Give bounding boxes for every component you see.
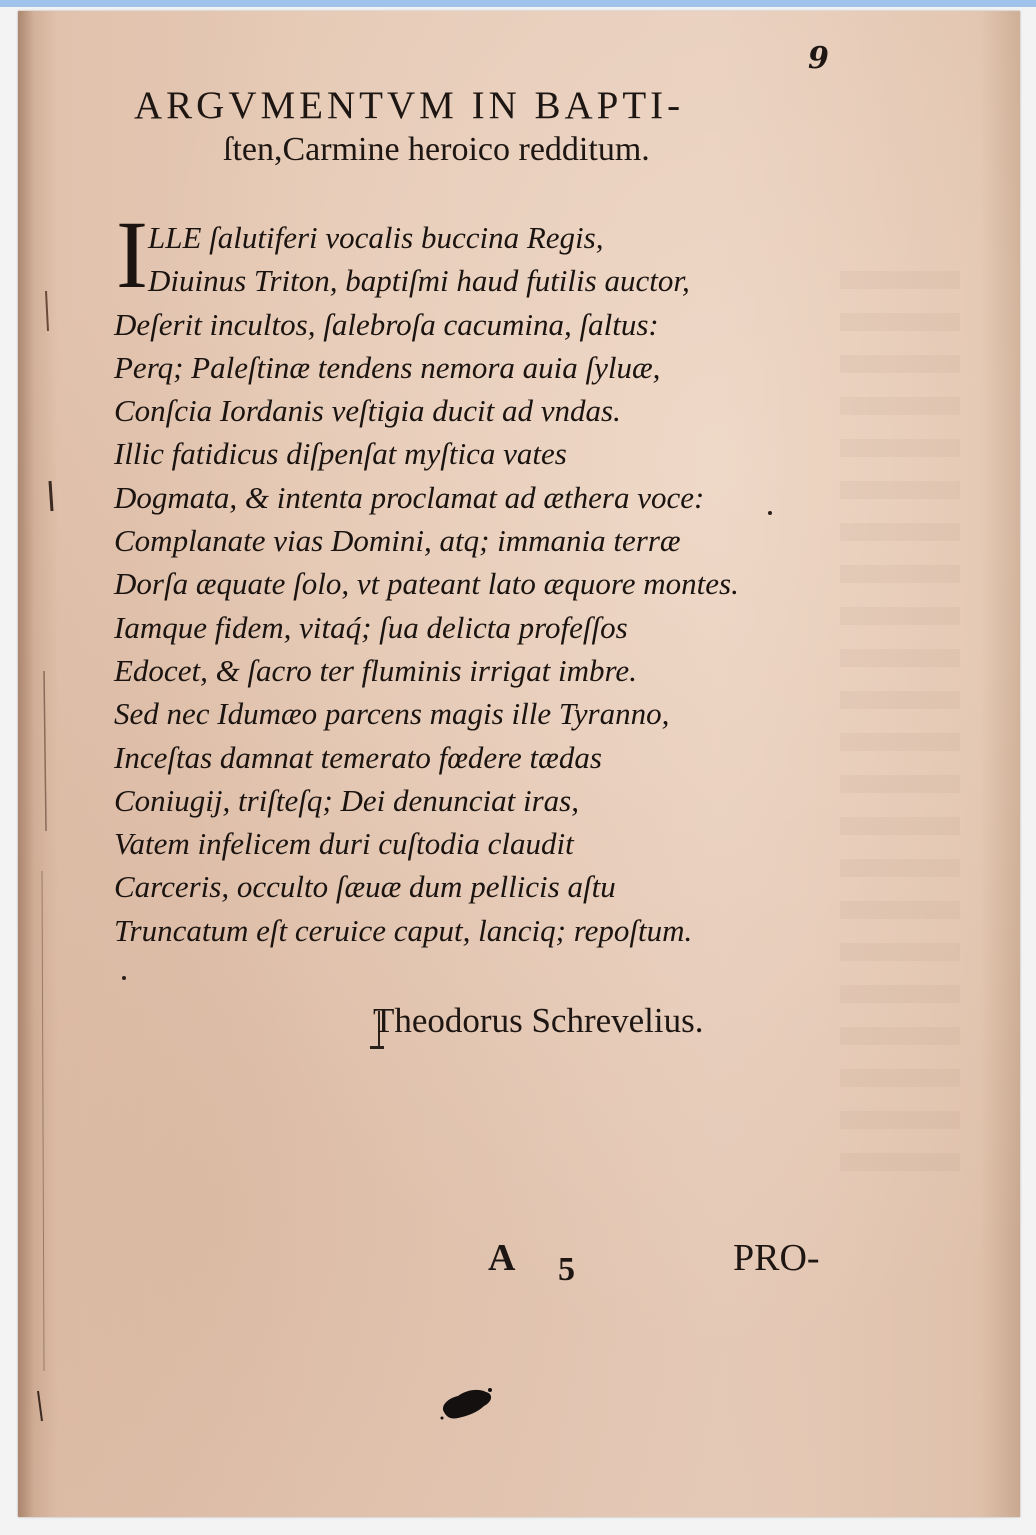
signature-mark-number: 5 (558, 1251, 575, 1288)
poem-line: Conſcia Iordanis veſtigia ducit ad vndas. (114, 393, 621, 429)
poem-line: Truncatum eſt ceruice caput, lanciq; repoſtum. (114, 912, 693, 948)
poem-line: Vatem infelicem duri cuſtodia claudit (114, 826, 574, 862)
viewer-top-bar (0, 0, 1036, 7)
heading-line-2: ſten,Carmine heroico redditum. (223, 131, 650, 168)
drop-capital: I (116, 201, 148, 308)
document-viewer (0, 7, 1036, 1535)
poem-line: Sed nec Idumæo parcens magis ille Tyranno, (114, 696, 670, 732)
poem-line: Diuinus Triton, baptiſmi haud futilis auctor, (148, 263, 690, 299)
margin-binding-marks (32, 271, 72, 1471)
signature-mark-letter: A (488, 1237, 516, 1279)
poem-line: Coniugij, triſteſq; Dei denunciat iras, (114, 782, 579, 818)
poem-line: Perq; Paleſtinæ tendens nemora auia ſyluæ, (114, 349, 661, 385)
poem-line: Deſerit incultos, ſalebroſa cacumina, ſaltus: (114, 306, 659, 342)
poem-line: Iamque fidem, vitaq́; ſua delicta profeſſos (114, 609, 628, 645)
page-number: 9 (808, 41, 829, 76)
stray-ink-dot (122, 976, 126, 980)
ink-blot (438, 1386, 496, 1422)
poem-text (114, 201, 814, 952)
stray-ink-dot (768, 511, 772, 515)
show-through-text (840, 271, 960, 1171)
heading-line-1: ARGVMENTVM IN BAPTI- (134, 84, 685, 127)
poem-line: Illic fatidicus diſpenſat myſtica vates (114, 436, 567, 472)
catchword: PRO- (733, 1237, 820, 1279)
poem-line: Inceſtas damnat temerato fœdere tædas (114, 739, 602, 775)
poem-line: Carceris, occulto ſæuæ dum pellicis aſtu (114, 869, 616, 905)
poem-line: Complanate vias Domini, atq; immania terræ (114, 523, 681, 559)
signature-flourish-tail (370, 1046, 384, 1049)
poem-line: Edocet, & ſacro ter fluminis irrigat imbre. (114, 652, 637, 688)
author-signature: Theodorus Schrevelius. (373, 1001, 704, 1040)
poem-line: Dogmata, & intenta proclamat ad æthera voce: (114, 479, 705, 515)
poem-line: Dorſa æquate ſolo, vt pateant lato æquore montes. (114, 566, 739, 602)
book-page (18, 11, 1020, 1517)
poem-line: LLE ſalutiferi vocalis buccina Regis, (148, 220, 604, 255)
